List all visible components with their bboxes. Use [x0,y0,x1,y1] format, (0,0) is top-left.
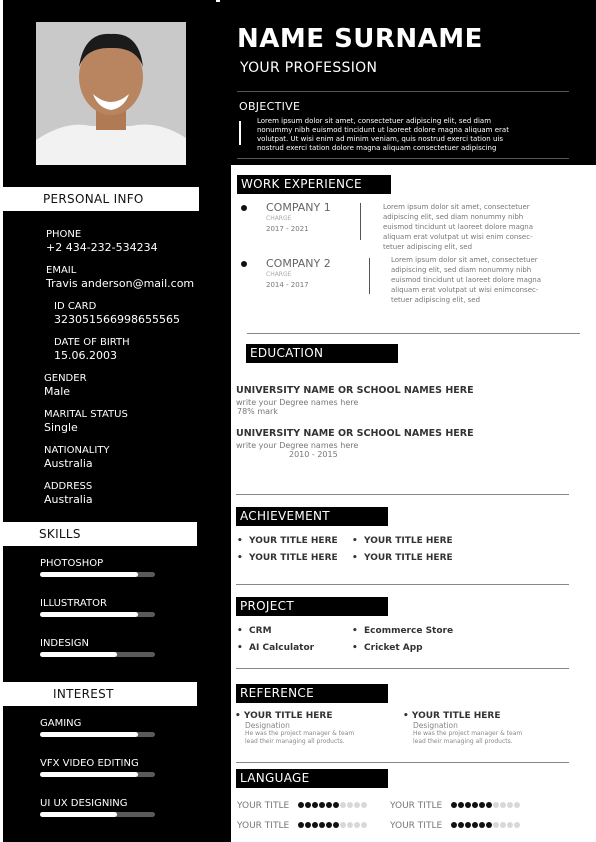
project-item-3: • AI Calculator [237,643,315,653]
interest-label-2: VFX VIDEO EDITING [40,758,139,769]
interest-bar-fill-1 [40,732,138,737]
objective-text: Lorem ipsum dolor sit amet, consectetuer adipiscing elit, sed diam nonummy nibh euismod tincidunt ut laoreet dolore magna aliquam erat volutpat. Ut wisi enim ad minim veniam, quis nostrud exerci tation uis nostrud exerci tation dolore magna aliquam consectetuer adipiscing [257,117,509,152]
work-bottom-rule [247,333,580,334]
interest-heading: INTEREST [3,682,197,706]
info-id-card: ID CARD 323051566998655565 [54,301,180,326]
rating-dot [361,802,367,808]
skills-label-1: PHOTOSHOP [40,558,104,569]
objective-divider [237,158,569,159]
objective-title: OBJECTIVE [239,100,301,113]
rating-dot [312,822,318,828]
skills-label-3: INDESIGN [40,638,89,649]
education-item-1: UNIVERSITY NAME OR SCHOOL NAMES HERE write your Degree names here 78% mark [236,385,474,416]
rating-dot [458,822,464,828]
project-heading: PROJECT [236,597,388,616]
rating-dot [514,802,520,808]
rating-dot [354,822,360,828]
language-label: YOUR TITLE [237,821,290,831]
rating-dot [319,822,325,828]
rating-dot [451,802,457,808]
achievement-heading: ACHIEVEMENT [236,507,388,526]
top-notch [216,0,220,2]
language-heading: LANGUAGE [236,769,388,788]
skills-bar-track-3 [40,652,155,657]
language-label: YOUR TITLE [390,801,443,811]
rating-dot [493,822,499,828]
rating-dot [493,802,499,808]
rating-dot [500,802,506,808]
project-item-1: • CRM [237,626,272,636]
info-date-of-birth: DATE OF BIRTH 15.06.2003 [54,337,130,362]
skills-bar-fill-1 [40,572,138,577]
language-row-3 [237,821,368,831]
rating-dot [479,802,485,808]
skills-heading: SKILLS [3,522,197,546]
interest-label-1: GAMING [40,718,82,729]
work-item-2: COMPANY 2 CHARGE 2014 - 2017 [266,257,331,289]
interest-bar-fill-3 [40,812,117,817]
rating-dot [312,802,318,808]
rating-dot [361,822,367,828]
rating-dot [507,802,513,808]
interest-bar-track-1 [40,732,155,737]
interest-bar-fill-2 [40,772,138,777]
resume-profession: YOUR PROFESSION [240,60,378,76]
info-email: EMAIL Travis anderson@mail.com [46,265,195,290]
achievement-item-4: • YOUR TITLE HERE [352,553,453,563]
objective-rule [239,121,241,145]
interest-label-3: UI UX DESIGNING [40,798,128,809]
work-experience-heading: WORK EXPERIENCE [237,175,391,194]
rating-dot [333,802,339,808]
rating-dot [514,822,520,828]
rating-dot [486,822,492,828]
rating-dot [305,822,311,828]
rating-dot [354,802,360,808]
interest-bar-track-2 [40,772,155,777]
info-address: ADDRESS Australia [44,481,93,506]
achievement-item-1: • YOUR TITLE HERE [237,536,338,546]
info-marital-status: MARITAL STATUS Single [44,409,128,434]
project-item-2: • Ecommerce Store [352,626,454,636]
profile-photo [36,22,186,165]
project-bottom-rule [236,668,569,669]
rating-dot [340,802,346,808]
achievement-bottom-rule [236,584,569,585]
rating-dot [298,822,304,828]
language-row-1 [237,801,368,811]
rating-dot [458,802,464,808]
rating-dot [319,802,325,808]
rating-dot [347,802,353,808]
skills-bar-fill-2 [40,612,138,617]
info-nationality: NATIONALITY Australia [44,445,110,470]
work-item-1: COMPANY 1 CHARGE 2017 - 2021 [266,201,331,233]
work-bullet-2 [241,261,247,267]
info-phone: PHONE +2 434-232-534234 [46,229,158,254]
header-divider [237,91,569,92]
resume-name: NAME SURNAME [237,24,483,54]
achievement-item-3: • YOUR TITLE HERE [237,553,338,563]
rating-dot [326,822,332,828]
reference-heading: REFERENCE [236,684,388,703]
language-label: YOUR TITLE [390,821,443,831]
language-label: YOUR TITLE [237,801,290,811]
work-desc-2: Lorem ipsum dolor sit amet, consectetuer adipiscing elit, sed diam nonummy nibh euismod tincidunt ut laoreet dolore magna aliquam erat volutpat ut wisi enimconsec- tetuer adipiscing elit, sed [391,256,542,304]
interest-bar-track-3 [40,812,155,817]
rating-dot [451,822,457,828]
work-divider-2 [369,258,370,294]
project-item-4: • Cricket App [352,643,423,653]
education-heading: EDUCATION [246,344,398,363]
reference-item-2: • YOUR TITLE HERE Designation He was the project manager & team lead their managing all products. [403,711,523,745]
info-gender: GENDER Male [44,373,87,398]
rating-dot [465,802,471,808]
work-bullet-1 [241,205,247,211]
education-bottom-rule [236,494,569,495]
rating-dot [298,802,304,808]
skills-label-2: ILLUSTRATOR [40,598,107,609]
reference-bottom-rule [236,762,569,763]
work-desc-1: Lorem ipsum dolor sit amet, consectetuer adipiscing elit, sed diam nonummy nibh euismod tincidunt ut laoreet dolore magna aliquam erat volutpat ut wisi enim consec- tetuer adipiscing elit, sed [383,203,534,251]
personal-info-heading: PERSONAL INFO [3,187,199,211]
work-divider-1 [360,203,361,240]
rating-dot [472,822,478,828]
rating-dot [507,822,513,828]
rating-dot [479,822,485,828]
skills-bar-fill-3 [40,652,117,657]
rating-dot [465,822,471,828]
reference-item-1: • YOUR TITLE HERE Designation He was the project manager & team lead their managing all products. [235,711,355,745]
rating-dot [333,822,339,828]
rating-dot [500,822,506,828]
skills-bar-track-2 [40,612,155,617]
rating-dot [326,802,332,808]
achievement-item-2: • YOUR TITLE HERE [352,536,453,546]
language-row-2 [390,801,521,811]
rating-dot [347,822,353,828]
rating-dot [305,802,311,808]
rating-dot [472,802,478,808]
language-row-4 [390,821,521,831]
education-item-2: UNIVERSITY NAME OR SCHOOL NAMES HERE write your Degree names here 2010 - 2015 [236,428,474,459]
rating-dot [486,802,492,808]
rating-dot [340,822,346,828]
skills-bar-track-1 [40,572,155,577]
